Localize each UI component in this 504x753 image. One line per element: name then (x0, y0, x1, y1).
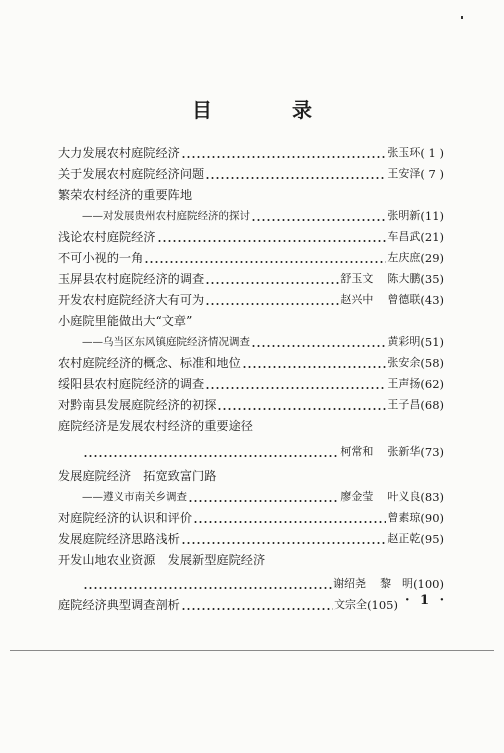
entry-page: ( 7 ) (420, 167, 444, 181)
toc-entry (58, 186, 444, 204)
entry-author-2: 黎 明 (380, 577, 414, 590)
entry-title: 对黔南县发展庭院经济的初探 (58, 398, 217, 412)
toc-entry-subtitle (82, 488, 444, 506)
toc-entry (58, 291, 444, 309)
entry-author: 黄彩明 (387, 335, 421, 348)
dot-leader (217, 396, 386, 414)
page-title: 目 录 (192, 98, 342, 122)
toc-entry-authors (82, 443, 444, 461)
toc-entry (58, 551, 444, 569)
entry-author: 赵正乾 (387, 532, 421, 545)
dot-leader (205, 165, 386, 183)
entry-page: (105) (367, 598, 398, 612)
entry-title: 小庭院里能做出大“文章” (58, 314, 193, 328)
entry-page: (62) (420, 377, 444, 391)
dot-leader (205, 291, 339, 309)
entry-author: 张明新 (387, 209, 421, 222)
dot-leader (188, 488, 339, 506)
entry-author: 谢绍尧 (333, 577, 367, 590)
entry-title: 发展庭院经济 拓宽致富门路 (58, 469, 217, 483)
entry-title: 开发农村庭院经济大有可为 (58, 293, 205, 307)
toc-entry (58, 354, 444, 372)
toc-entry-authors (82, 575, 444, 593)
dot-leader (181, 530, 387, 548)
entry-title: ——乌当区东风镇庭院经济情况调查 (82, 336, 250, 348)
ink-speck (461, 16, 463, 19)
entry-author: 柯常和 (340, 445, 374, 458)
entry-author-2: 陈大鹏 (387, 272, 421, 285)
entry-page: (100) (413, 577, 444, 591)
entry-title: 不可小视的一角 (58, 251, 144, 265)
entry-page: (51) (420, 335, 444, 349)
toc-entry (58, 467, 444, 485)
toc-entry (58, 165, 444, 183)
entry-author-2: 张新华 (387, 445, 421, 458)
entry-author: 文宗全 (334, 598, 368, 611)
toc-entry (58, 249, 444, 267)
toc-entry (58, 530, 444, 548)
entry-page: (21) (420, 230, 444, 244)
entry-page: (95) (420, 532, 444, 546)
bottom-rule (10, 650, 494, 651)
entry-title: 庭院经济典型调查剖析 (58, 598, 180, 612)
entry-title: 庭院经济是发展农村经济的重要途径 (58, 419, 253, 433)
entry-page: ( 1 ) (420, 146, 444, 160)
entry-author: 廖金莹 (340, 490, 374, 503)
toc-entry (58, 596, 398, 614)
dot-leader (251, 207, 386, 225)
entry-title: ——对发展贵州农村庭院经济的探讨 (82, 210, 250, 222)
entry-page: (68) (420, 398, 444, 412)
entry-author: 王安泽 (387, 167, 421, 180)
page-number: · 1 · (405, 593, 448, 608)
entry-page: (29) (420, 251, 444, 265)
dot-leader (181, 596, 333, 614)
entry-page: (83) (420, 490, 444, 504)
dot-leader (83, 443, 339, 461)
toc-entry (58, 144, 444, 162)
toc-entry (58, 417, 444, 435)
entry-author: 赵兴中 (340, 293, 374, 306)
dot-leader (157, 228, 387, 246)
entry-author: 曾素琼 (387, 511, 421, 524)
toc-entry (58, 270, 444, 288)
entry-title: 绥阳县农村庭院经济的调查 (58, 377, 205, 391)
entry-title: 开发山地农业资源 发展新型庭院经济 (58, 553, 266, 567)
toc-entry (58, 396, 444, 414)
entry-title: 浅论农村庭院经济 (58, 230, 156, 244)
dot-leader (251, 333, 386, 351)
entry-page: (58) (420, 356, 444, 370)
entry-title: 关于发展农村庭院经济问题 (58, 167, 205, 181)
dot-leader (83, 575, 332, 593)
entry-author: 张安余 (387, 356, 421, 369)
toc-entry (58, 312, 444, 330)
toc-entry (58, 375, 444, 393)
entry-author: 左庆庶 (387, 251, 421, 264)
entry-page: (73) (420, 445, 444, 459)
entry-author-2: 曾德联 (387, 293, 421, 306)
entry-author: 王子昌 (387, 398, 421, 411)
entry-title: 对庭院经济的认识和评价 (58, 511, 193, 525)
dot-leader (205, 375, 386, 393)
entry-title: 玉屏县农村庭院经济的调查 (58, 272, 205, 286)
dot-leader (205, 270, 339, 288)
dot-leader (193, 509, 386, 527)
entry-page: (11) (420, 209, 444, 223)
dot-leader (242, 354, 387, 372)
entry-title: 农村庭院经济的概念、标准和地位 (58, 356, 241, 370)
entry-author: 王声扬 (387, 377, 421, 390)
entry-author-2: 叶义良 (387, 490, 421, 503)
entry-author: 张玉环 (387, 146, 421, 159)
dot-leader (181, 144, 387, 162)
entry-title: ——遵义市南关乡调查 (82, 491, 187, 503)
toc-entry (58, 509, 444, 527)
toc-entry-subtitle (82, 207, 444, 225)
dot-leader (144, 249, 386, 267)
entry-page: (35) (420, 272, 444, 286)
entry-page: (90) (420, 511, 444, 525)
entry-title: 繁荣农村经济的重要阵地 (58, 188, 193, 202)
entry-page: (43) (420, 293, 444, 307)
entry-title: 大力发展农村庭院经济 (58, 146, 180, 160)
toc-entry (58, 228, 444, 246)
toc-entry-subtitle (82, 333, 444, 351)
entry-author: 舒玉文 (340, 272, 374, 285)
entry-title: 发展庭院经济思路浅析 (58, 532, 180, 546)
entry-author: 车昌武 (387, 230, 421, 243)
